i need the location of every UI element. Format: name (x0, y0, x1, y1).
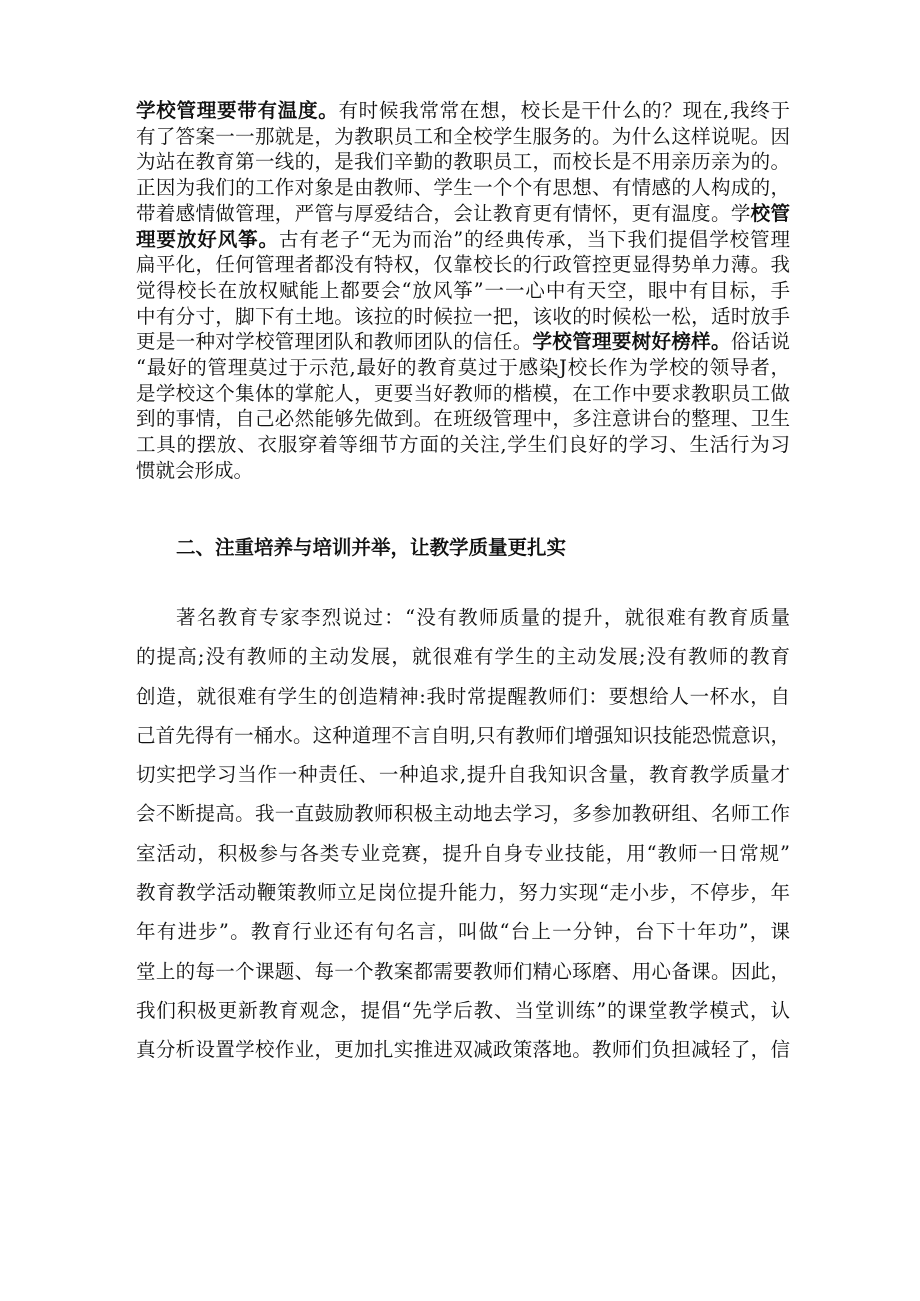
text-run: 中有分寸，脚下有土地。该拉的时候拉一把，该收的时候松一松，适时放手 (136, 304, 790, 328)
text-line: 切实把学习当作一种责任、一种追求,提升自我知识含量，教育教学质量才 (136, 763, 790, 787)
text-run: 有了答案一一那就是，为教职员工和全校学生服务的。为什么这样说呢。因 (136, 124, 790, 148)
text-run: 正因为我们的工作对象是由教师、学生一个个有思想、有情感的人构成的， (136, 176, 790, 200)
text-line (136, 149, 790, 175)
bold-subheading: 理要放好风筝。 (136, 227, 279, 251)
bold-subheading: 学校管理要树好榜样。 (532, 330, 731, 354)
text-run: 扁平化，任何管理者都没有特权，仅靠校长的行政管控更显得势单力薄。我 (136, 253, 790, 277)
text-run: 是学校这个集体的掌舵人，更要当好教师的楷模，在工作中要求教职员工做 (136, 381, 790, 405)
text-line (136, 458, 790, 484)
text-run: 惯就会形成。 (136, 458, 254, 482)
text-line: 室活动，积极参与各类专业竞赛，提升自身专业技能，用“教师一日常规” (136, 841, 790, 865)
text-line (136, 278, 790, 304)
text-line: 真分析设置学校作业，更加扎实推进双减政策落地。教师们负担减轻了，信 (136, 1038, 790, 1062)
text-line: 我们积极更新教育观念，提倡“先学后教、当堂训练”的课堂教学模式，认 (136, 998, 790, 1022)
text-run: 更是一种对学校管理团队和教师团队的信任。 (136, 330, 533, 354)
section-heading: 二、注重培养与培训并举，让教学质量更扎实 (176, 536, 567, 559)
text-line (136, 175, 790, 201)
text-line: 的提高;没有教师的主动发展，就很难有学生的主动发展;没有教师的教育 (136, 645, 790, 669)
text-line (136, 406, 790, 432)
text-line: 创造，就很难有学生的创造精神:我时常提醒教师们：要想给人一杯水，自 (136, 684, 790, 708)
text-line (136, 124, 790, 150)
text-run: 为站在教育第一线的，是我们辛勤的教职员工，而校长是不用亲历亲为的。 (136, 150, 790, 174)
paragraph-teacher-training (136, 598, 790, 1070)
text-line: 己首先得有一桶水。这种道理不言自明,只有教师们增强知识技能恐慌意识， (136, 723, 790, 747)
text-run: 工具的摆放、衣服穿着等细节方面的关注,学生们良好的学习、生活行为习 (136, 433, 790, 457)
text-run: 带着感情做管理，严管与厚爱结合，会让教育更有情怀，更有温度。学 (136, 201, 751, 225)
text-run: “最好的管理莫过于示范,最好的教育莫过于感染J校长作为学校的领导者， (136, 356, 790, 380)
text-run: 觉得校长在放权赋能上都要会“放风筝”一一心中有天空，眼中有目标，手 (136, 278, 790, 302)
text-line (136, 432, 790, 458)
text-line: 教育教学活动鞭策教师立足岗位提升能力，努力实现“走小步，不停步，年 (136, 881, 790, 905)
text-line: 堂上的每一个课题、每一个教案都需要教师们精心琢磨、用心备课。因此， (136, 959, 790, 983)
text-line: 著名教育专家李烈说过：“没有教师质量的提升，就很难有教育质量 (176, 606, 790, 629)
text-line (136, 304, 790, 330)
paragraph-school-management (136, 98, 790, 484)
text-line (136, 355, 790, 381)
text-run: 古有老子“无为而治”的经典传承，当下我们提倡学校管理 (278, 227, 790, 251)
text-line (136, 201, 790, 227)
text-line: 年有进步”。教育行业还有句名言，叫做“台上一分钟，台下十年功”，课 (136, 920, 790, 944)
text-line: 会不断提高。我一直鼓励教师积极主动地去学习，多参加教研组、名师工作 (136, 802, 790, 826)
text-line (136, 381, 790, 407)
text-run: 有时候我常常在想，校长是干什么的？现在,我终于 (338, 99, 790, 122)
text-line (136, 252, 790, 278)
bold-subheading: 校管 (750, 201, 790, 225)
text-line (136, 98, 790, 124)
bold-subheading: 学校管理要带有温度。 (136, 99, 339, 122)
text-run: 到的事情，自己必然能够先做到。在班级管理中，多注意讲台的整理、卫生 (136, 407, 790, 431)
text-line (136, 329, 790, 355)
text-run: 俗话说 (730, 330, 790, 354)
text-line (136, 227, 790, 253)
